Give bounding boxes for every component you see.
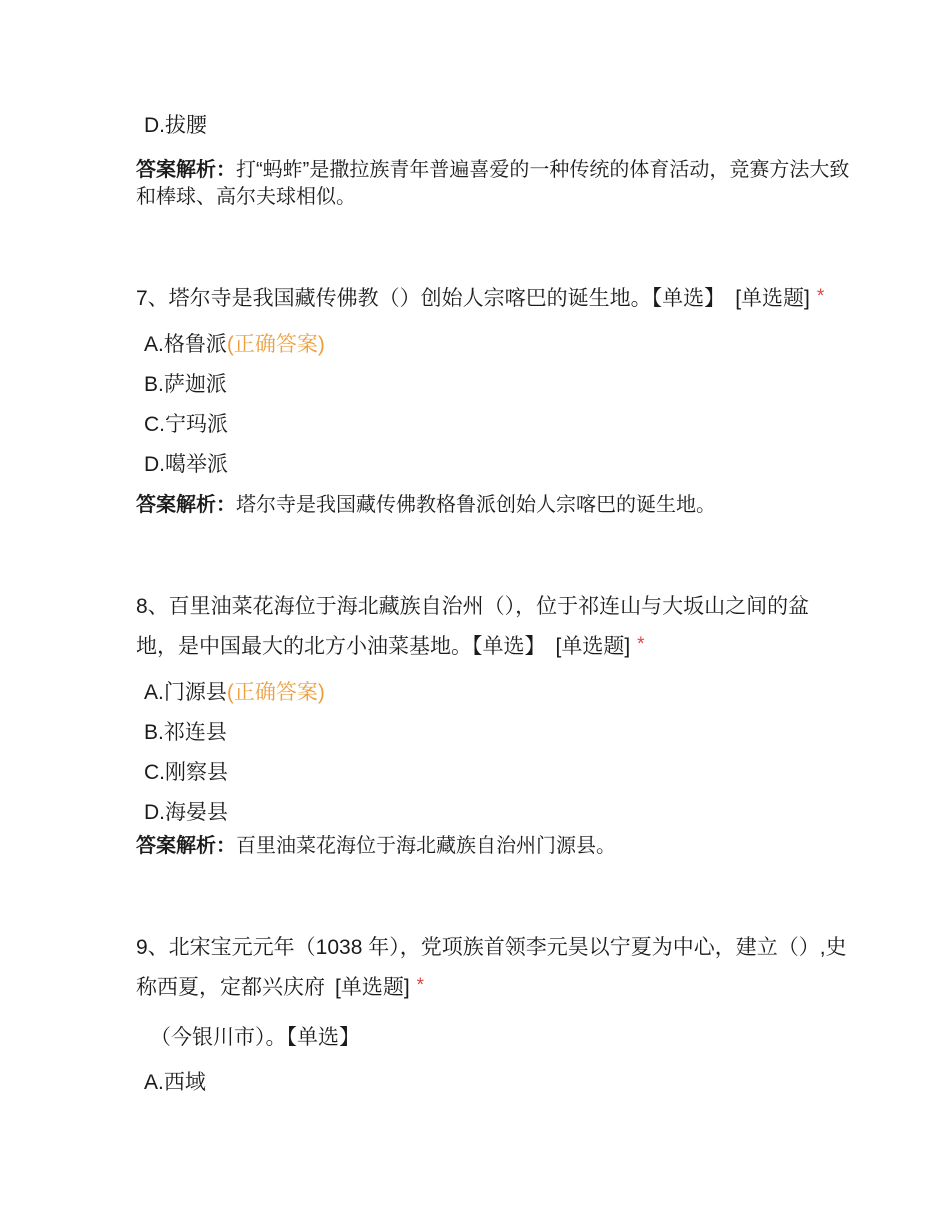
required-star: * bbox=[416, 975, 425, 996]
stem-text: 9、北宋宝元元年（1038 年），党项族首领李元昊以宁夏为中心，建立（）,史称西夏，定都兴庆府 bbox=[136, 936, 847, 999]
question-type-tag: [单选题] bbox=[735, 287, 810, 310]
option-label: D.拔腰 bbox=[144, 114, 207, 137]
option-line bbox=[136, 793, 851, 833]
option-label: B.萨迦派 bbox=[144, 373, 227, 396]
answer-analysis bbox=[136, 157, 851, 211]
option-line bbox=[136, 1063, 851, 1103]
analysis-text: 打“蚂蚱”是撒拉族青年普遍喜爱的一种传统的体育活动，竞赛方法大致和棒球、高尔夫球相似。 bbox=[136, 159, 850, 208]
question-7 bbox=[136, 279, 851, 519]
stem-continuation: （今银川市）。【单选】 bbox=[150, 1026, 360, 1049]
correct-answer-note: (正确答案) bbox=[226, 681, 325, 704]
option-line bbox=[136, 405, 851, 445]
option-label: A.西域 bbox=[144, 1071, 206, 1094]
option-label: A.门源县 bbox=[144, 681, 227, 704]
required-star: * bbox=[637, 634, 645, 655]
question-9 bbox=[136, 928, 851, 1103]
answer-analysis bbox=[136, 833, 851, 860]
question-type-tag: [单选题] bbox=[555, 635, 631, 658]
analysis-label: 答案解析： bbox=[136, 494, 236, 516]
analysis-text: 塔尔寺是我国藏传佛教格鲁派创始人宗喀巴的诞生地。 bbox=[236, 494, 716, 516]
option-line bbox=[136, 445, 851, 485]
option-line bbox=[136, 753, 851, 793]
option-line bbox=[136, 713, 851, 753]
option-label: A.格鲁派 bbox=[144, 333, 227, 356]
answer-analysis bbox=[136, 492, 851, 519]
question-8 bbox=[136, 587, 851, 860]
required-star: * bbox=[816, 286, 825, 307]
option-label: B.祁连县 bbox=[144, 721, 227, 744]
option-line bbox=[136, 325, 851, 365]
option-line bbox=[136, 673, 851, 713]
options-list bbox=[136, 673, 851, 833]
option-label: C.刚察县 bbox=[144, 761, 228, 784]
stem-text: 8、百里油菜花海位于海北藏族自治州（），位于祁连山与大坂山之间的盆地，是中国最大的北方小油菜基地。【单选】 bbox=[136, 595, 810, 658]
correct-answer-note: (正确答案) bbox=[226, 333, 325, 356]
option-label: D.噶举派 bbox=[144, 453, 228, 476]
option-label: D.海晏县 bbox=[144, 801, 228, 824]
option-line bbox=[136, 112, 851, 140]
stem-text: 7、塔尔寺是我国藏传佛教（）创始人宗喀巴的诞生地。【单选】 bbox=[136, 287, 726, 310]
options-list bbox=[136, 1063, 851, 1103]
question-type-tag: [单选题] bbox=[335, 976, 410, 999]
analysis-text: 百里油菜花海位于海北藏族自治州门源县。 bbox=[236, 835, 616, 857]
document-content bbox=[136, 0, 851, 1103]
option-label: C.宁玛派 bbox=[144, 413, 228, 436]
analysis-label: 答案解析： bbox=[136, 159, 236, 181]
question-stem bbox=[136, 587, 851, 668]
options-list bbox=[136, 325, 851, 485]
analysis-label: 答案解析： bbox=[136, 835, 236, 857]
question-stem bbox=[136, 928, 851, 1009]
question-stem bbox=[136, 279, 851, 320]
option-line bbox=[136, 365, 851, 405]
